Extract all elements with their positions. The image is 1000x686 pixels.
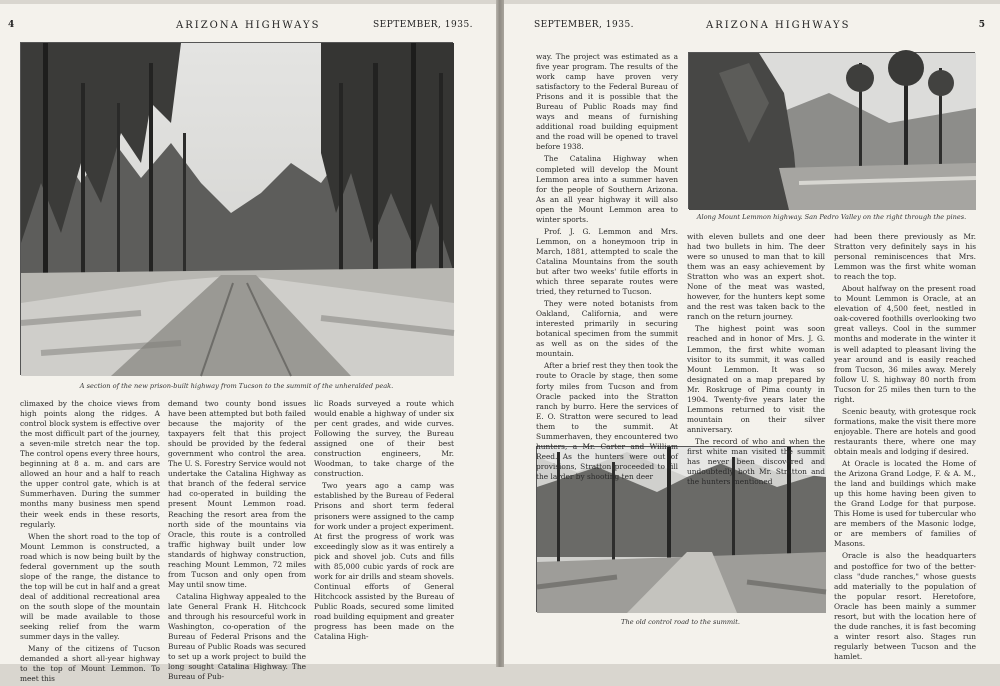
magazine-title: ARIZONA HIGHWAYS	[176, 19, 321, 31]
text-column-2	[687, 232, 825, 489]
text-column-1	[536, 52, 678, 484]
book-gutter	[496, 0, 504, 667]
text-column-3	[834, 232, 976, 664]
paragraph: At Oracle is located the Home of the Arizona Grand Lodge, F. & A. M., the land and buildings which make up this home having been given to the Grand Lodge for that purpose. This Home is used for tubercular who are members of the Masonic lodge, or are members of families of Masons.	[834, 459, 976, 549]
text-column-2	[168, 399, 306, 684]
paragraph: The record of who and when the first white man visited the summit has never been discovered and undoubtedly both Mr. Stratton and the hunters mentioned	[687, 436, 825, 487]
paragraph: When the short road to the top of Mount Lemmon is constructed, a road which is now being built by the federal government up the south slope of the range, the distance to the top will be cut in half and a great deal of additional recreational area on the south slope of the mountain will be made available to those seeking relief from the warm summer days in the valley.	[20, 531, 160, 642]
page-number: 4	[8, 20, 16, 30]
photo-caption-top: Along Mount Lemmon highway. San Pedro Valley on the right through the pines.	[696, 213, 967, 221]
page-number: 5	[978, 20, 986, 30]
magazine-title: ARIZONA HIGHWAYS	[706, 19, 851, 31]
paragraph: They were noted botanists from Oakland, California, and were interested primarily in securing botanical specimen from the summit as well as on the sides of the mountain.	[536, 299, 678, 359]
paragraph: Oracle is also the headquarters and postoffice for two of the better-class "dude ranches," whose guests add materially to the population of the popular resort. Heretofore, Oracle has been mainly a summer resort, but with the location here of the dude ranches, it is fast becoming a winter resort also. Stages run regularly between Tucson and the hamlet.	[834, 551, 976, 661]
paragraph: The highest point was soon reached and in honor of Mrs. J. G. Lemmon, the first white woman visitor to its summit, it was called Mount Lemmon. It was so designated on a map prepared by Mr. Roskruge of Pima county in 1904. Twenty-five years later the Lemmons returned to visit the mountain on their silver anniversary.	[687, 324, 825, 434]
paragraph: lic Roads surveyed a route which would enable a highway of under six per cent grades, and wide curves. Following the survey, the Bureau assigned one of their best construction engineers, Mr. Woodman, to take charge of the construction.	[314, 399, 454, 479]
paragraph: way. The project was estimated as a five year program. The results of the work camp have proven very satisfactory to the Federal Bureau of Prisons and it is possible that the Bureau of Public Roads may find ways and means of furnishing additional road building equipment and the road will be opened to travel before 1938.	[536, 52, 678, 152]
paragraph: Prof. J. G. Lemmon and Mrs. Lemmon, on a honeymoon trip in March, 1881, attempted to scale the Catalina Mountains from the south but after two weeks' futile efforts in which three separate routes were tried, they returned to Tucson.	[536, 226, 678, 297]
mountain-highway-photo	[688, 52, 975, 209]
photo-caption: A section of the new prison-built highway from Tucson to the summit of the unheralded peak.	[79, 382, 394, 390]
left-running-head	[8, 18, 488, 32]
paragraph: After a brief rest they then took the route to Oracle by stage, then some forty miles from Tucson and from Oracle packed into the Stratton ranch by burro. Here the services of E. O. Stratton were secured to lead them to the summit. At Summerhaven, they encountered two hunters, a Mr. Carter and William Reed. As the hunters were out of provisions, Stratton proceeded to fill the larder by shooting ten deer	[536, 361, 678, 481]
paragraph: Two years ago a camp was established by the Bureau of Federal Prisons and short term federal prisoners were assigned to the camp for work under a project experiment. At first the progress of work was exceedingly slow as it was entirely a pick and shovel job. Cuts and fills with 85,000 cubic yards of rock are work for air drills and steam shovels. Continual efforts of General Hitchcock assisted by the Bureau of Public Roads, secured some limited road building equipment and greater progress has been made on the Catalina High-	[314, 481, 454, 642]
paragraph: climaxed by the choice views from high points along the ridges. A control block system is effective over the most difficult part of the journey, a seven-mile stretch near the top. The control opens every three hours, beginning at 8 a. m. and cars are allowed an hour and a half to reach the upper control gate, which is at Summerhaven. During the summer months many business men spend their week ends in these resorts, regularly.	[20, 399, 160, 529]
paragraph: with eleven bullets and one deer had two bullets in him. The deer were so unused to man that to kill them was an easy achievement by Stratton who was an expert shot. None of the meat was wasted, however, for the hunters kept some and the rest was taken back to the ranch on the return journey.	[687, 232, 825, 322]
paragraph: About halfway on the present road to Mount Lemmon is Oracle, at an elevation of 4,500 feet, nestled in oak-covered foothills overlooking two great valleys. Cool in the summer months and moderate in the winter it is well adapted to pleasant living the year around and is easily reached from Tucson, 36 miles away. Merely follow U. S. highway 80 north from Tucson for 25 miles then turn to the right.	[834, 284, 976, 404]
left-page	[0, 4, 496, 684]
issue-date: SEPTEMBER, 1935.	[373, 20, 474, 30]
issue-date: SEPTEMBER, 1935.	[534, 20, 635, 30]
forest-road-photo	[20, 42, 453, 375]
photo-caption-bottom: The old control road to the summit.	[621, 618, 740, 626]
paragraph: demand two county bond issues have been attempted but both failed because the majority of the taxpayers felt that this project should be provided by the federal government who control the area. The U. S. Forestry Service would not undertake the Catalina Highway as that branch of the federal service had co-operated in building the present Mount Lemmon road. Reaching the resort area from the north side of the mountains via Oracle, this route is a controlled traffic highway built under low standards of highway construction, reaching Mount Lemmon, 72 miles from Tucson and only open from May until snow time.	[168, 399, 306, 589]
paragraph: had been there previously as Mr. Stratton very definitely says in his personal reminiscences that Mrs. Lemmon was the first white woman to reach the top.	[834, 232, 976, 282]
text-column-1	[20, 399, 160, 686]
forest-road-image	[21, 43, 454, 376]
text-column-3	[314, 399, 454, 644]
paragraph: Many of the citizens of Tucson demanded a short all-year highway to the top of Mount Lemmon. To meet this	[20, 644, 160, 684]
paragraph: The Catalina Highway when completed will develop the Mount Lemmon area into a summer haven for the people of Southern Arizona. As an all year highway it will also open the Mount Lemmon area to winter sports.	[536, 154, 678, 224]
right-running-head	[534, 18, 986, 32]
paragraph: Catalina Highway appealed to the late General Frank H. Hitchcock and through his resourceful work in Washington, co-operation of the Bureau of Federal Prisons and the Bureau of Public Roads was secured to set up a work project to build the long sought Catalina Highway. The Bureau of Pub-	[168, 591, 306, 682]
right-page	[504, 4, 1000, 664]
mountain-highway-image	[689, 53, 976, 210]
paragraph: Scenic beauty, with grotesque rock formations, make the visit there more enjoyable. There are hotels and good restaurants there, where one may obtain meals and lodging if desired.	[834, 406, 976, 456]
